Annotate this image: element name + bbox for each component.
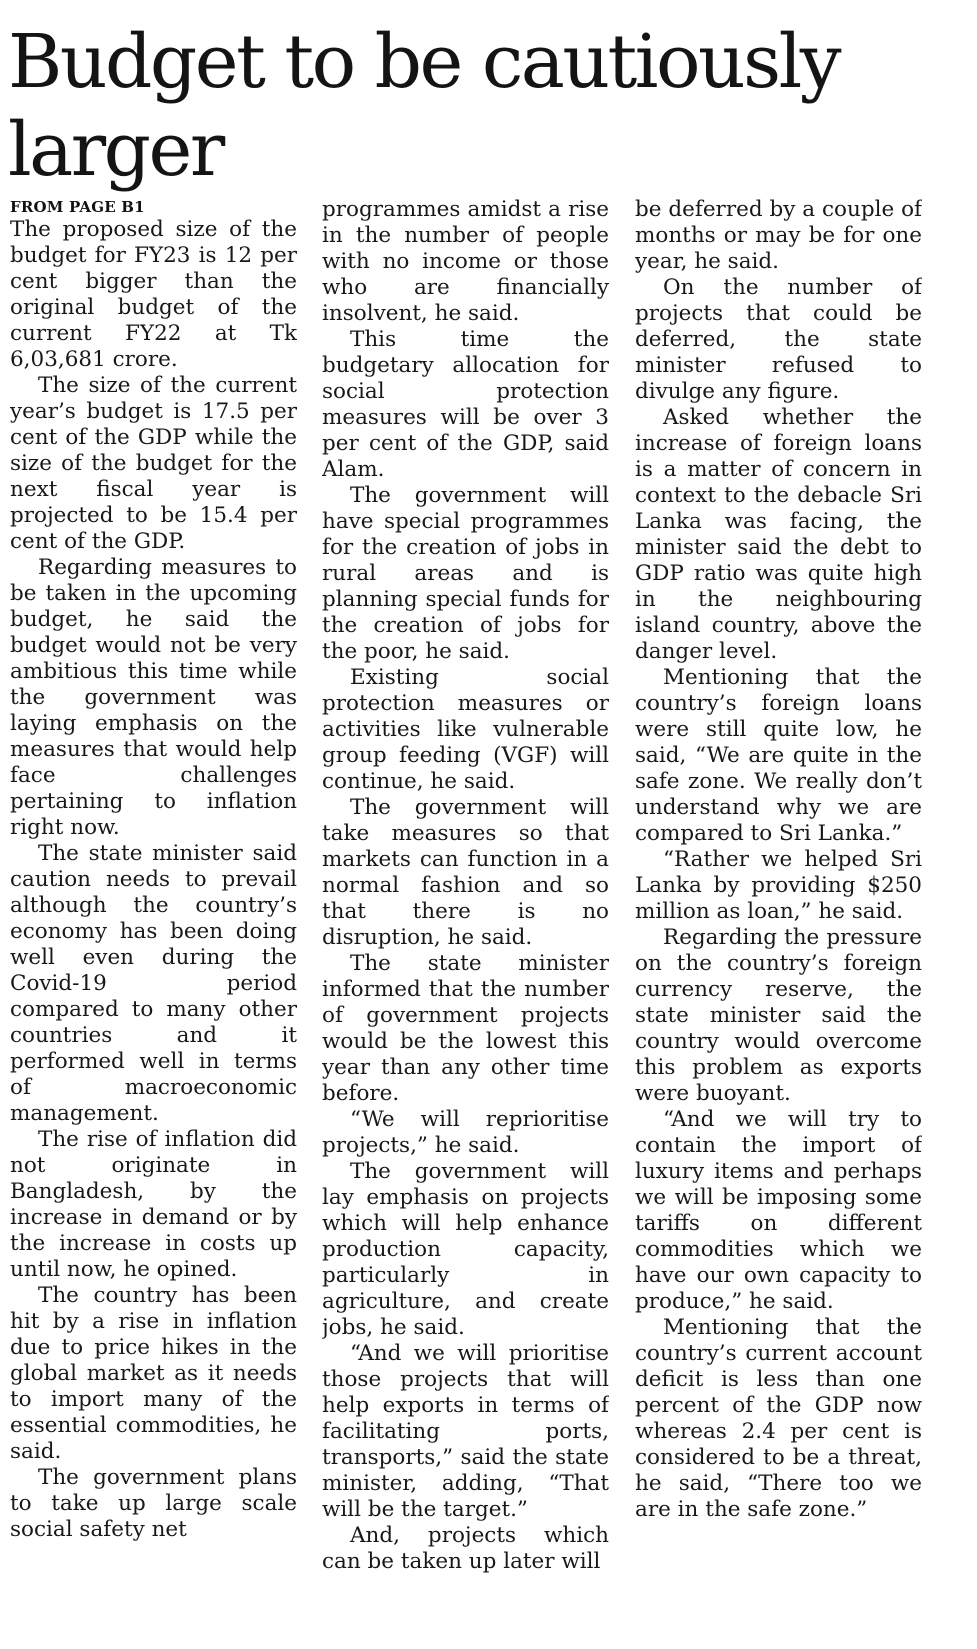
paragraph: “And we will try to contain the import of luxury items and perhaps we will be imposing some tariffs on different commodities which we have our own capacity to produce,” he said.	[635, 1107, 922, 1314]
paragraph: The proposed size of the budget for FY23 is 12 per cent bigger than the original budget of the current FY22 at Tk 6,03,681 crore.	[10, 217, 297, 372]
paragraph: Regarding the pressure on the country’s foreign currency reserve, the state minister said the country would overcome this problem as exports were buoyant.	[635, 925, 922, 1106]
paragraph: The country has been hit by a rise in inflation due to price hikes in the global market as it needs to import many of the essential commodities, he said.	[10, 1283, 297, 1464]
paragraph: Asked whether the increase of foreign loans is a matter of concern in context to the debacle Sri Lanka was facing, the minister said the debt to GDP ratio was quite high in the neighbouring island country, above the danger level.	[635, 405, 922, 664]
paragraph: “Rather we helped Sri Lanka by providing $250 million as loan,” he said.	[635, 847, 922, 924]
paragraph: programmes amidst a rise in the number of people with no income or those who are financially insolvent, he said.	[322, 197, 609, 326]
paragraph: The state minister informed that the number of government projects would be the lowest this year than any other time before.	[322, 951, 609, 1106]
kicker: FROM PAGE B1	[10, 198, 145, 216]
paragraph: And, projects which can be taken up later will	[322, 1523, 609, 1574]
paragraph: be deferred by a couple of months or may be for one year, he said.	[635, 197, 922, 274]
paragraph: The size of the current year’s budget is 17.5 per cent of the GDP while the size of the budget for the next fiscal year is projected to be 15.4 per cent of the GDP.	[10, 373, 297, 554]
paragraph: Mentioning that the country’s foreign loans were still quite low, he said, “We are quite in the safe zone. We really don’t understand why we are compared to Sri Lanka.”	[635, 665, 922, 846]
paragraph: The government will take measures so that markets can function in a normal fashion and so that there is no disruption, he said.	[322, 795, 609, 950]
paragraph: On the number of projects that could be deferred, the state minister refused to divulge any figure.	[635, 275, 922, 404]
paragraph: This time the budgetary allocation for social protection measures will be over 3 per cent of the GDP, said Alam.	[322, 327, 609, 482]
paragraph: The rise of inflation did not originate in Bangladesh, by the increase in demand or by the increase in costs up until now, he opined.	[10, 1127, 297, 1282]
paragraph: The government plans to take up large scale social safety net	[10, 1465, 297, 1542]
paragraph: The state minister said caution needs to prevail although the country’s economy has been doing well even during the Covid-19 period compared to many other countries and it performed well in terms of macroeconomic management.	[10, 841, 297, 1126]
headline: Budget to be cautiously larger	[8, 19, 840, 193]
paragraph: “We will reprioritise projects,” he said.	[322, 1107, 609, 1158]
paragraph: “And we will prioritise those projects that will help exports in terms of facilitating ports, transports,” said the state minister, adding, “That will be the target.”	[322, 1341, 609, 1522]
column-2	[322, 197, 609, 1649]
paragraph: Mentioning that the country’s current account deficit is less than one percent of the GDP now whereas 2.4 per cent is considered to be a threat, he said, “There too we are in the safe zone.”	[635, 1315, 922, 1522]
column-1	[10, 197, 297, 1649]
paragraph: The government will lay emphasis on projects which will help enhance production capacity, particularly in agriculture, and create jobs, he said.	[322, 1159, 609, 1340]
column-3	[635, 197, 922, 1649]
paragraph: Regarding measures to be taken in the upcoming budget, he said the budget would not be very ambitious this time while the government was laying emphasis on the measures that would help face challenges pertaining to inflation right now.	[10, 555, 297, 840]
paragraph: Existing social protection measures or activities like vulnerable group feeding (VGF) will continue, he said.	[322, 665, 609, 794]
paragraph: The government will have special programmes for the creation of jobs in rural areas and is planning special funds for the creation of jobs for the poor, he said.	[322, 483, 609, 664]
